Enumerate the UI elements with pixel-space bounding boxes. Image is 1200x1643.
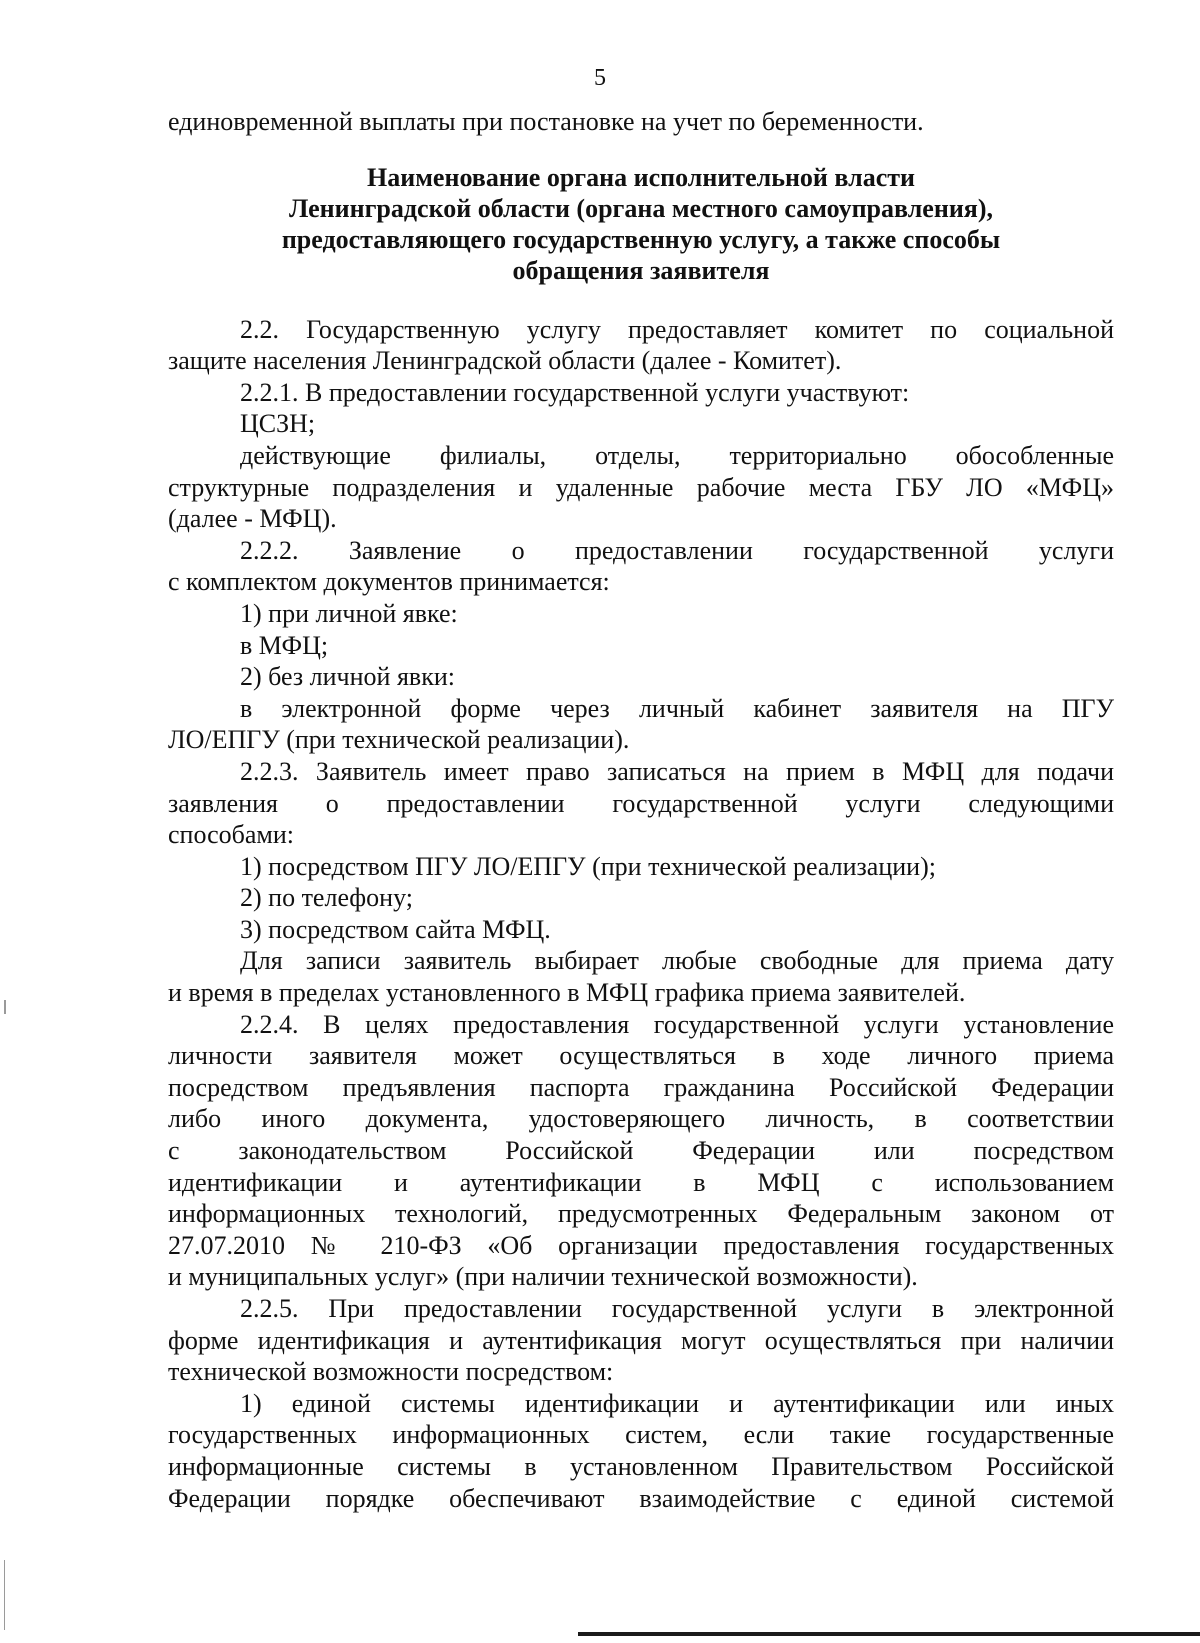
section-heading bbox=[168, 162, 1114, 286]
paragraph-2-2-5-line-2: форме идентификация и аутентификация могут осуществляться при наличии bbox=[168, 1325, 1114, 1355]
esia-line-3: информационные системы в установленном Правительством Российской bbox=[168, 1451, 1114, 1481]
paragraph-2-2-4-line-9: и муниципальных услуг» (при наличии технической возможности). bbox=[168, 1262, 918, 1292]
electronic-line-1: в электронной форме через личный кабинет заявителя на ПГУ bbox=[240, 693, 1114, 723]
list-item-cszn: ЦСЗН; bbox=[240, 409, 316, 439]
heading-line-4: обращения заявителя bbox=[512, 255, 770, 285]
paragraph-2-2-4-line-7: информационных технологий, предусмотренных Федеральным законом от bbox=[168, 1199, 1114, 1229]
esia-line-4: Федерации порядке обеспечивают взаимодействие с единой системой bbox=[168, 1483, 1114, 1513]
heading-line-1: Наименование органа исполнительной власти bbox=[367, 162, 915, 192]
list-item-way-1: 1) посредством ПГУ ЛО/ЕПГУ (при технической реализации); bbox=[240, 851, 936, 881]
scan-edge-mark bbox=[4, 1000, 6, 1014]
paragraph-2-2-5-line-1: 2.2.5. При предоставлении государственной услуги в электронной bbox=[240, 1294, 1114, 1323]
esia-line-2: государственных информационных систем, если такие государственные bbox=[168, 1420, 1114, 1450]
continuation-line: единовременной выплаты при постановке на учет по беременности. bbox=[168, 107, 924, 136]
heading-line-2: Ленинградской области (органа местного самоуправления), bbox=[288, 193, 994, 223]
electronic-line-2: ЛО/ЕПГУ (при технической реализации). bbox=[168, 725, 630, 755]
paragraph-2-2-2-line-2: с комплектом документов принимается: bbox=[168, 567, 610, 597]
paragraph-2-2-4-line-5: с законодательством Российской Федерации или посредством bbox=[168, 1136, 1114, 1166]
paragraph-2-2-4-line-1: 2.2.4. В целях предоставления государственной услуги установление bbox=[240, 1009, 1114, 1039]
paragraph-2-2-5-line-3: технической возможности посредством: bbox=[168, 1357, 614, 1387]
record-line-1: Для записи заявитель выбирает любые свободные для приема дату bbox=[240, 946, 1114, 976]
paragraph-2-2-3-line-2: заявления о предоставлении государственной услуги следующими bbox=[168, 788, 1114, 818]
paragraph-2-2-3-line-3: способами: bbox=[168, 820, 295, 850]
paragraph-2-2-line-2: защите населения Ленинградской области (далее - Комитет). bbox=[168, 346, 842, 376]
paragraph-2-2-4-line-2: личности заявителя может осуществляться в ходе личного приема bbox=[168, 1041, 1114, 1071]
list-item-way-2: 2) по телефону; bbox=[240, 883, 413, 913]
scan-edge-mark bbox=[4, 1560, 5, 1630]
list-item-way-3: 3) посредством сайта МФЦ. bbox=[240, 914, 551, 944]
paragraph-2-2-4-line-8: 27.07.2010 № 210-ФЗ «Об организации предоставления государственных bbox=[168, 1230, 1114, 1260]
paragraph-2-2-2-line-1: 2.2.2. Заявление о предоставлении государственной услуги bbox=[240, 535, 1114, 565]
paragraph-2-2-1: 2.2.1. В предоставлении государственной услуги участвуют: bbox=[240, 377, 910, 407]
heading-line-3: предоставляющего государственную услугу, а также способы bbox=[281, 224, 1001, 254]
paragraph-2-2-4-line-3: посредством предъявления паспорта гражданина Российской Федерации bbox=[168, 1072, 1114, 1102]
branches-line-3: (далее - МФЦ). bbox=[168, 504, 337, 534]
list-item-no-personal: 2) без личной явки: bbox=[240, 662, 455, 692]
paragraph-2-2-4-line-4: либо иного документа, удостоверяющего личность, в соответствии bbox=[168, 1104, 1114, 1134]
page-number: 5 bbox=[594, 65, 606, 91]
scan-bottom-edge bbox=[578, 1632, 1200, 1636]
document-body bbox=[168, 106, 1114, 1514]
list-item-in-mfc: в МФЦ; bbox=[240, 630, 329, 660]
record-line-2: и время в пределах установленного в МФЦ графика приема заявителей. bbox=[168, 978, 966, 1008]
paragraph-2-2-line-1: 2.2. Государственную услугу предоставляет комитет по социальной bbox=[240, 314, 1114, 344]
branches-line-2: структурные подразделения и удаленные рабочие места ГБУ ЛО «МФЦ» bbox=[168, 472, 1114, 502]
list-item-personal: 1) при личной явке: bbox=[240, 598, 458, 628]
paragraph-2-2-3-line-1: 2.2.3. Заявитель имеет право записаться на прием в МФЦ для подачи bbox=[240, 756, 1114, 786]
paragraph-2-2-4-line-6: идентификации и аутентификации в МФЦ с использованием bbox=[168, 1167, 1114, 1197]
branches-line-1: действующие филиалы, отделы, территориально обособленные bbox=[240, 440, 1114, 470]
esia-line-1: 1) единой системы идентификации и аутентификации или иных bbox=[240, 1388, 1114, 1418]
